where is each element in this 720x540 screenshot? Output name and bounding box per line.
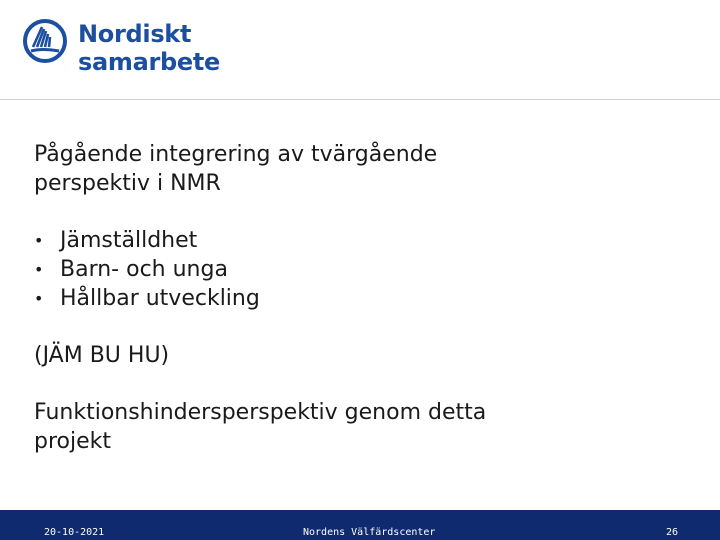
slide-body: [34, 140, 684, 456]
intro-line-1: Pågående integrering av tvärgående: [34, 142, 438, 167]
list-item-label: Jämställdhet: [60, 228, 198, 253]
closing-line-1: Funktionshindersperspektiv genom detta: [34, 400, 487, 425]
logo-line-2: samarbete: [78, 48, 221, 76]
list-item: [34, 255, 684, 284]
intro-line-2: perspektiv i NMR: [34, 171, 221, 196]
closing-line-2: projekt: [34, 429, 111, 454]
bullet-icon: •: [34, 289, 44, 308]
list-item: [34, 226, 684, 255]
slide-footer: [0, 510, 720, 540]
footer-organization: Nordens Välfärdscenter: [303, 527, 436, 538]
list-item-label: Hållbar utveckling: [60, 286, 260, 311]
logo-text: [78, 20, 220, 76]
swan-icon: [22, 18, 68, 64]
logo-line-1: Nordiskt: [78, 20, 192, 48]
footer-date: 20-10-2021: [44, 527, 105, 538]
bullet-icon: •: [34, 231, 44, 250]
page-number: 26: [665, 527, 678, 538]
bullet-icon: •: [34, 260, 44, 279]
slide-header: [0, 0, 720, 100]
closing-paragraph: [34, 398, 684, 456]
perspective-list: [34, 226, 684, 313]
abbreviation-paragraph: (JÄM BU HU): [34, 343, 170, 368]
list-item-label: Barn- och unga: [60, 257, 228, 282]
intro-paragraph: [34, 140, 684, 198]
list-item: [34, 284, 684, 313]
